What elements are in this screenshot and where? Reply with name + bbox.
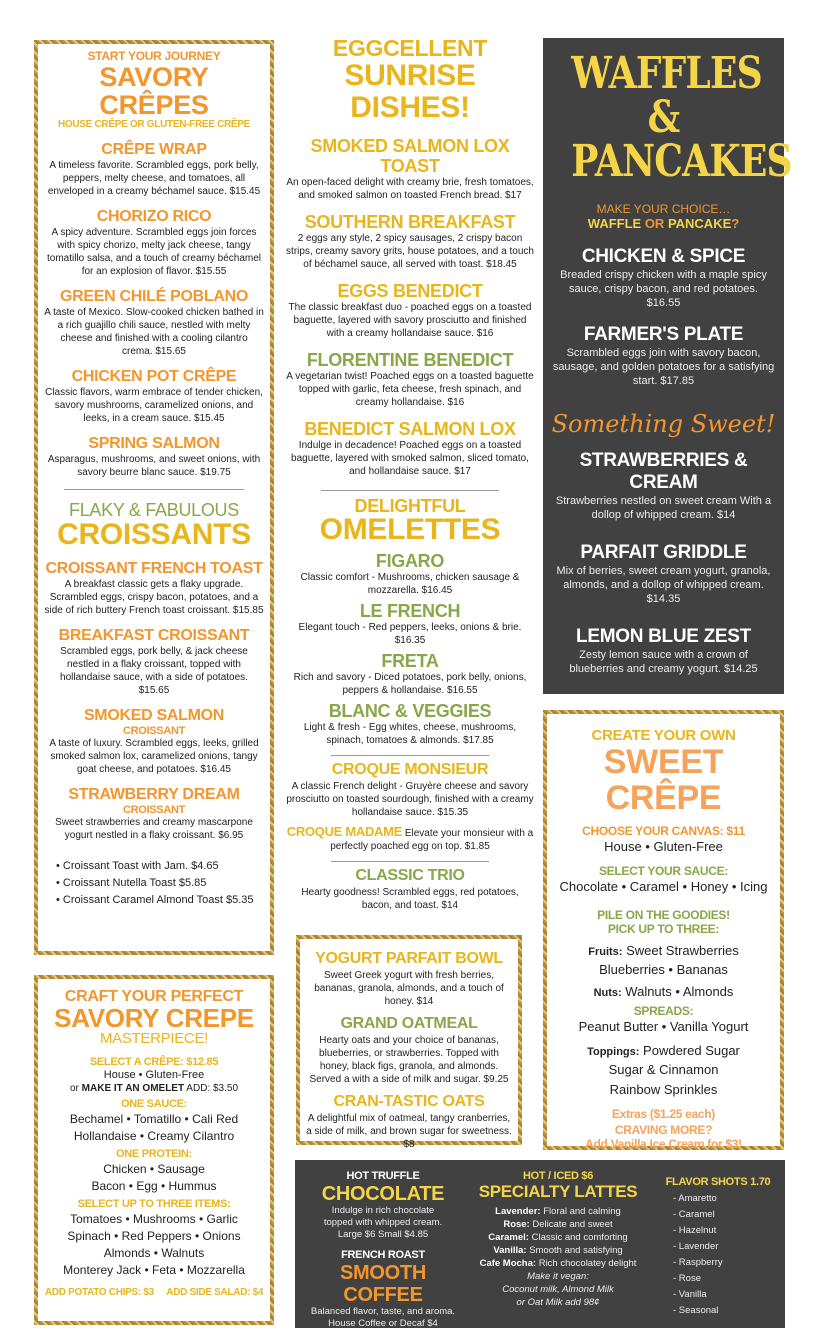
menu-item-desc: The classic breakfast duo - poached eggs on a toasted baguette, layered with savory prosciutto and finished with a creamy hollandaise sauce. $16 bbox=[288, 302, 532, 339]
choice-line2: WAFFLE OR PANCAKE? bbox=[587, 216, 740, 231]
flavor-shot-item: - Caramel bbox=[673, 1209, 715, 1220]
menu-item-name: SMOKED SALMON LOX TOAST bbox=[310, 136, 510, 176]
canvas-label: CHOOSE YOUR CANVAS: $11 bbox=[582, 824, 745, 838]
vegan-line1: Make it vegan: bbox=[527, 1271, 589, 1282]
croissants-pre: FLAKY & FABULOUS bbox=[69, 500, 239, 520]
craft-select-line1: House • Gluten-Free bbox=[103, 1069, 205, 1081]
menu-item-name: SPRING SALMON bbox=[88, 435, 220, 452]
something-sweet-title: Something Sweet! bbox=[551, 410, 776, 438]
truffle-desc1: Indulge in rich chocolate bbox=[331, 1205, 435, 1216]
savory-items bbox=[44, 141, 264, 479]
truffle-pre: HOT TRUFFLE bbox=[346, 1170, 420, 1182]
toppings-line2: Sugar & Cinnamon bbox=[608, 1062, 719, 1077]
croque-monsieur-desc: A classic French delight - Gruyère cheese and savory prosciutto on toasted sourdough, finished with a creamy hollandaise sauce. $15.35 bbox=[286, 781, 534, 818]
nuts-line: Nuts: Walnuts • Almonds bbox=[593, 984, 734, 999]
truffle-desc3: Large $6 Small $4.85 bbox=[337, 1229, 429, 1240]
menu-item-name: CHICKEN & SPICE bbox=[581, 246, 746, 267]
menu-item-name: PARFAIT GRIDDLE bbox=[580, 542, 747, 563]
shots-title: FLAVOR SHOTS 1.70 bbox=[665, 1176, 771, 1188]
goodies-label1: PILE ON THE GOODIES! bbox=[597, 908, 730, 922]
goodies-label2: PICK UP TO THREE: bbox=[607, 922, 720, 936]
latte-item: Rose: Delicate and sweet bbox=[503, 1219, 613, 1230]
latte-title: SPECIALTY LATTES bbox=[478, 1182, 638, 1201]
waffles-panel bbox=[543, 38, 792, 694]
canvas-line: House • Gluten-Free bbox=[604, 839, 723, 854]
bullet-item: • Croissant Toast with Jam. $4.65 bbox=[56, 858, 264, 875]
toppings-line3: Rainbow Sprinkles bbox=[609, 1082, 718, 1097]
vegan-line2: Coconut milk, Almond Milk bbox=[502, 1284, 614, 1295]
latte-list bbox=[473, 1205, 643, 1270]
menu-item-desc: Scrambled eggs, pork belly, & jack cheese nestled in a flaky croissant, topped with hollandaise sauce, with a side of potatoes. $15.65 bbox=[60, 646, 248, 696]
craft-protein-label: ONE PROTEIN: bbox=[116, 1148, 192, 1160]
sweet-crepe-title: SWEET CRÊPE bbox=[603, 743, 724, 817]
craft-sauce-label: ONE SAUCE: bbox=[120, 1098, 188, 1110]
bowls-panel bbox=[296, 935, 522, 1150]
craft-footer: ADD POTATO CHIPS: $3 ADD SIDE SALAD: $4 bbox=[44, 1287, 264, 1298]
menu-item-desc: Asparagus, mushrooms, and sweet onions, with savory beurre blanc sauce. $19.75 bbox=[47, 454, 261, 478]
flavor-shot-item: - Lavender bbox=[673, 1241, 719, 1252]
menu-item-desc: Classic comfort - Mushrooms, chicken sausage & mozzarella. $16.45 bbox=[300, 572, 520, 596]
divider bbox=[64, 489, 244, 490]
sauce-line: Chocolate • Caramel • Honey • Icing bbox=[559, 879, 768, 894]
menu-item-desc: Indulge in decadence! Poached eggs on a toasted baguette, layered with smoked salmon, sliced tomato, and hollandaise sauce. $17 bbox=[291, 440, 529, 477]
savory-sub: HOUSE CRÊPE OR GLUTEN-FREE CRÊPE bbox=[57, 119, 251, 130]
menu-item-desc: A breakfast classic gets a flaky upgrade. Scrambled eggs, crispy bacon, potatoes, and a side of rich buttery French toast croissant. $15.85 bbox=[44, 579, 264, 616]
flavor-shot-item: - Amaretto bbox=[673, 1193, 717, 1204]
menu-item-desc: Strawberries nestled on sweet cream With a dollop of whipped cream. $14 bbox=[555, 495, 772, 521]
menu-item-desc: An open-faced delight with creamy brie, fresh tomatoes, and smoked salmon on toasted French bread. $17 bbox=[286, 177, 534, 201]
menu-item-desc: Scrambled eggs join with savory bacon, sausage, and golden potatoes for a satisfying start. $17.85 bbox=[552, 347, 775, 387]
menu-item-desc: A vegetarian twist! Poached eggs on a toasted baguette topped with garlic, feta cheese, fresh spinach, and creamy hollandaise. $16 bbox=[286, 371, 534, 408]
latte-item: Caramel: Classic and comforting bbox=[488, 1232, 628, 1243]
menu-item-desc: A taste of Mexico. Slow-cooked chicken bathed in a rich guajillo chili sauce, nestled with melty cheese and finished with a cooling cilantro crema. $15.65 bbox=[44, 307, 264, 357]
sunrise-column bbox=[285, 36, 535, 912]
bowl-items bbox=[306, 949, 512, 1151]
sunrise-items bbox=[285, 136, 535, 478]
flavor-shot-item: - Raspberry bbox=[673, 1257, 723, 1268]
menu-item-name: BREAKFAST CROISSANT bbox=[58, 627, 250, 644]
sauce-label: SELECT YOUR SAUCE: bbox=[598, 864, 729, 878]
menu-item-name: CROISSANT FRENCH TOAST bbox=[45, 560, 263, 577]
menu-item-name: LEMON BLUE ZEST bbox=[576, 626, 751, 647]
menu-item-desc: A spicy adventure. Scrambled eggs join forces with spicy chorizo, melty jack cheese, tangy tomatillo salsa, and a touch of creamy béchamel for an explosion of flavor. $15.55 bbox=[47, 227, 261, 277]
menu-item-desc: Hearty oats and your choice of bananas, blueberries, or strawberries. Topped with honey, black figs, granola, and almonds. Served a with a side of milk and sugar. $9.25 bbox=[309, 1035, 509, 1085]
craft-items-lines bbox=[44, 1211, 264, 1279]
latte-item: Lavender: Floral and calming bbox=[495, 1206, 621, 1217]
bullet-item: • Croissant Caramel Almond Toast $5.35 bbox=[56, 892, 264, 909]
craving-line1: CRAVING MORE? bbox=[614, 1123, 713, 1137]
sweet-items bbox=[551, 450, 776, 676]
craft-pre: CRAFT YOUR PERFECT bbox=[64, 988, 244, 1005]
menu-item-desc: Breaded crispy chicken with a maple spicy sauce, crispy bacon, and red potatoes. $16.55 bbox=[560, 269, 767, 309]
fruits-line: Fruits: Sweet Strawberries bbox=[588, 943, 739, 958]
latte-column bbox=[473, 1170, 643, 1309]
truffle-desc2: topped with whipped cream. bbox=[323, 1217, 443, 1228]
roast-title: SMOOTH COFFEE bbox=[340, 1262, 426, 1306]
croque-madame: CROQUE MADAME Elevate your monsieur with a perfectly poached egg on top. $1.85 bbox=[286, 824, 534, 852]
menu-item-desc: Sweet Greek yogurt with fresh berries, bananas, granola, almonds, and a touch of honey. $14 bbox=[314, 970, 504, 1007]
menu-item-desc: Rich and savory - Diced potatoes, pork belly, onions, peppers & hollandaise. $16.55 bbox=[293, 672, 527, 696]
sweet-crepe-pre: CREATE YOUR OWN bbox=[591, 727, 736, 744]
menu-item-desc: Zesty lemon sauce with a crown of blueberries and creamy yogurt. $14.25 bbox=[569, 649, 758, 675]
croque-monsieur-title: CROQUE MONSIEUR bbox=[331, 761, 489, 778]
menu-item-name: BENEDICT SALMON LOX bbox=[304, 419, 516, 439]
menu-item-name: CHORIZO RICO bbox=[96, 208, 212, 225]
menu-item-name: SMOKED SALMON bbox=[83, 707, 225, 724]
menu-item-desc: A taste of luxury. Scrambled eggs, leeks, grilled smoked salmon lox, caramelized onions, tangy goat cheese, and potatoes. $16.45 bbox=[49, 738, 259, 775]
menu-item-name: STRAWBERRIES & CREAM bbox=[579, 450, 748, 493]
roast-desc2: House Coffee or Decaf $4 bbox=[328, 1318, 438, 1329]
flavor-shot-item: - Rose bbox=[673, 1273, 701, 1284]
option-line: Spinach • Red Peppers • Onions bbox=[67, 1229, 241, 1243]
choice-line: MAKE YOUR CHOICE… bbox=[596, 202, 731, 216]
menu-item-desc: A timeless favorite. Scrambled eggs, pork belly, peppers, melty cheese, and tomatoes, all enveloped in a creamy béchamel sauce. $15.45 bbox=[47, 160, 261, 197]
menu-item-name: GRAND OATMEAL bbox=[340, 1015, 478, 1032]
spreads-line: Peanut Butter • Vanilla Yogurt bbox=[578, 1019, 749, 1034]
sunrise-title1: EGGCELLENT bbox=[332, 35, 488, 61]
shots-list bbox=[673, 1191, 779, 1319]
flavor-shot-item: - Hazelnut bbox=[673, 1225, 717, 1236]
craving-line2: Add Vanilla Ice Cream for $3! bbox=[585, 1137, 742, 1151]
menu-item-name: STRAWBERRY DREAM bbox=[68, 786, 240, 803]
vegan-line3: or Oat Milk add 98¢ bbox=[516, 1297, 600, 1308]
craft-select-label: SELECT A CRÊPE: $12.85 bbox=[89, 1056, 219, 1068]
truffle-column bbox=[303, 1170, 463, 1330]
option-line: Hollandaise • Creamy Cilantro bbox=[73, 1129, 235, 1143]
menu-item-name: EGGS BENEDICT bbox=[337, 281, 483, 301]
menu-item-name: FLORENTINE BENEDICT bbox=[306, 350, 514, 370]
menu-item-name: FRETA bbox=[381, 651, 439, 671]
menu-item-desc: Mix of berries, sweet cream yogurt, granola, almonds, and a dollop of whipped cream. $14.35 bbox=[556, 565, 771, 605]
menu-item-desc: Sweet strawberries and creamy mascarpone yogurt nestled in a flaky croissant. $6.95 bbox=[55, 817, 253, 841]
craft-title: SAVORY CREPE bbox=[54, 1003, 254, 1033]
latte-item: Vanilla: Smooth and satisfying bbox=[493, 1245, 623, 1256]
waffle-items bbox=[551, 246, 776, 388]
croissant-bullets bbox=[56, 858, 264, 909]
savory-crepes-panel bbox=[34, 40, 274, 955]
croissants-title: CROISSANTS bbox=[57, 518, 251, 551]
option-line: Tomatoes • Mushrooms • Garlic bbox=[70, 1212, 238, 1226]
spreads-label: SPREADS: bbox=[633, 1004, 694, 1018]
craft-masterpiece: MASTERPIECE! bbox=[99, 1030, 209, 1047]
divider bbox=[331, 861, 489, 862]
menu-item-desc: A delightful mix of oatmeal, tangy cranberries, a side of milk, and brown sugar for sweetness. $8 bbox=[306, 1113, 512, 1150]
menu-item-name: BLANC & VEGGIES bbox=[328, 701, 492, 721]
menu-item-name: CRÊPE WRAP bbox=[101, 141, 207, 158]
toppings-line: Toppings: Powdered Sugar bbox=[587, 1043, 740, 1058]
waffles-title: WAFFLES & PANCAKES bbox=[571, 48, 792, 187]
menu-item-name: CRAN-TASTIC OATS bbox=[333, 1093, 485, 1110]
menu-item-desc: Light & fresh - Egg whites, cheese, mushrooms, spinach, tomatoes & almonds. $17.85 bbox=[303, 722, 517, 746]
fruits-line2: Blueberries • Bananas bbox=[599, 962, 728, 977]
menu-item-name: GREEN CHILÉ POBLANO bbox=[59, 288, 249, 305]
craft-sauce-lines bbox=[44, 1111, 264, 1145]
flavor-shot-item: - Seasonal bbox=[673, 1305, 719, 1316]
menu-item-name: SOUTHERN BREAKFAST bbox=[304, 212, 516, 232]
sunrise-title2: SUNRISE DISHES! bbox=[344, 59, 476, 124]
craft-protein-lines bbox=[44, 1161, 264, 1195]
omelettes-pre: DELIGHTFUL bbox=[354, 496, 466, 516]
latte-pre: HOT / ICED $6 bbox=[522, 1170, 594, 1182]
croissant-items bbox=[44, 560, 264, 842]
craft-select-line2: or MAKE IT AN OMELET ADD: $3.50 bbox=[70, 1083, 238, 1094]
option-line: Bacon • Egg • Hummus bbox=[91, 1179, 217, 1193]
option-line: Bechamel • Tomatillo • Cali Red bbox=[69, 1112, 239, 1126]
savory-title: SAVORY CRÊPES bbox=[99, 62, 209, 120]
latte-item: Cafe Mocha: Rich chocolatey delight bbox=[479, 1258, 637, 1269]
shots-column bbox=[657, 1176, 779, 1319]
menu-item-name: FIGARO bbox=[375, 551, 445, 571]
extras-line: Extras ($1.25 each) bbox=[611, 1107, 716, 1121]
roast-pre: FRENCH ROAST bbox=[341, 1249, 425, 1261]
savory-pre: START YOUR JOURNEY bbox=[87, 49, 221, 63]
menu-item-name: CHICKEN POT CRÊPE bbox=[71, 368, 237, 385]
menu-item-name: YOGURT PARFAIT BOWL bbox=[315, 950, 503, 967]
truffle-title: CHOCOLATE bbox=[321, 1183, 445, 1205]
menu-item-desc: 2 eggs any style, 2 spicy sausages, 2 crispy bacon strips, creamy savory grits, house potatoes, and a touch of béchamel sauce, all served with toast. $18.45 bbox=[286, 233, 534, 270]
menu-item-name: LE FRENCH bbox=[359, 601, 461, 621]
bullet-item: • Croissant Nutella Toast $5.85 bbox=[56, 875, 264, 892]
sweet-crepe-panel bbox=[543, 710, 784, 1150]
drinks-panel bbox=[295, 1160, 785, 1328]
divider bbox=[321, 490, 499, 491]
menu-item-sub: CROISSANT bbox=[122, 725, 186, 737]
roast-desc1: Balanced flavor, taste, and aroma. bbox=[310, 1306, 456, 1317]
divider bbox=[331, 755, 489, 756]
omelettes-title: OMELETTES bbox=[319, 513, 501, 546]
option-line: Chicken • Sausage bbox=[103, 1162, 205, 1176]
classic-trio-desc: Hearty goodness! Scrambled eggs, red potatoes, bacon, and toast. $14 bbox=[301, 887, 519, 911]
craft-items-label: SELECT UP TO THREE ITEMS: bbox=[77, 1198, 231, 1210]
flavor-shot-item: - Vanilla bbox=[673, 1289, 707, 1300]
option-line: Almonds • Walnuts bbox=[103, 1246, 205, 1260]
menu-item-desc: Classic flavors, warm embrace of tender chicken, savory mushrooms, caramelized onions, and leeks, in a cream sauce. $15.45 bbox=[45, 387, 263, 424]
omelette-items bbox=[285, 551, 535, 747]
menu-item-sub: CROISSANT bbox=[122, 804, 186, 816]
classic-trio-title: CLASSIC TRIO bbox=[355, 867, 465, 884]
menu-item-desc: Elegant touch - Red peppers, leeks, onions & brie. $16.35 bbox=[298, 622, 522, 646]
option-line: Monterey Jack • Feta • Mozzarella bbox=[63, 1263, 245, 1277]
craft-savory-panel bbox=[34, 975, 274, 1325]
menu-item-name: FARMER'S PLATE bbox=[583, 324, 744, 345]
